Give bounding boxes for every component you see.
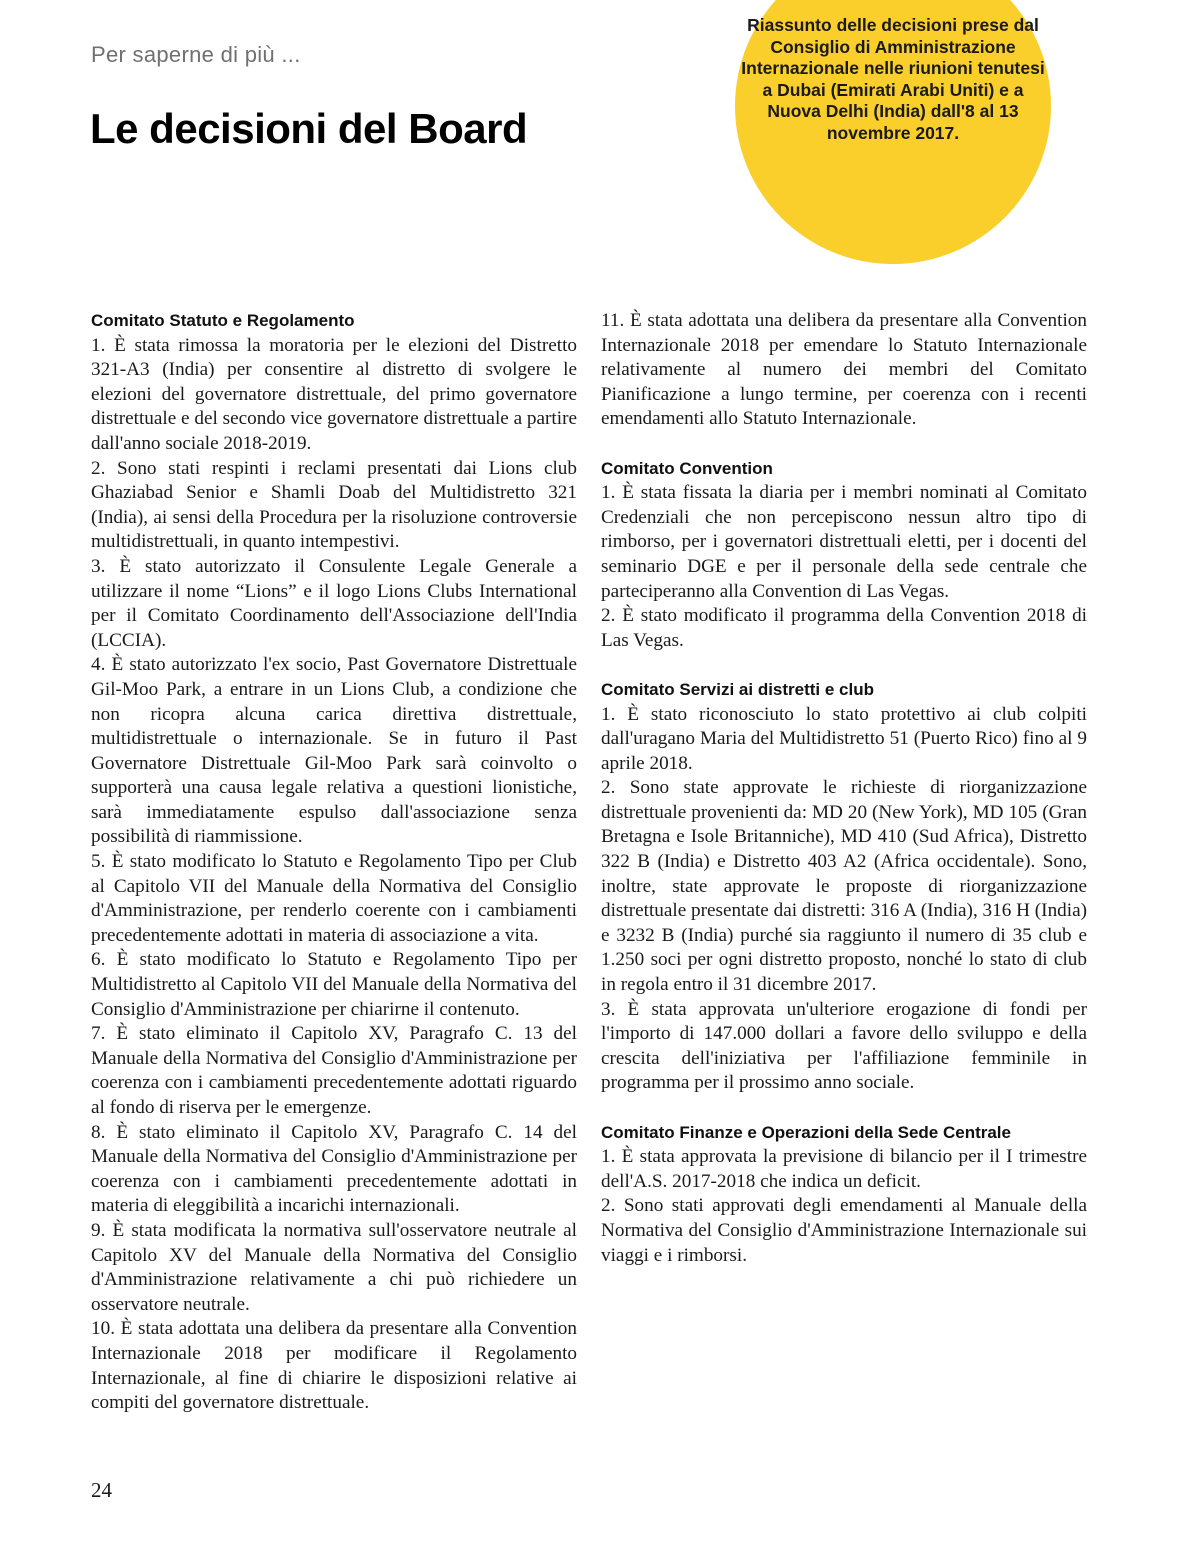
statuto-item-3: 3. È stato autorizzato il Consulente Legale Generale a utilizzare il nome “Lions” e il logo Lions Clubs International per il Comitato Coordinamento dell'Associazione dell'India (LCCIA).: [91, 555, 577, 651]
district-services-item-1: 1. È stato riconosciuto lo stato protettivo ai club colpiti dall'uragano Maria del Multidistretto 51 (Puerto Rico) fino al 9 aprile 2018.: [601, 703, 1087, 774]
statuto-item-10: 10. È stata adottata una delibera da presentare alla Convention Internazionale 2018 per modificare il Regolamento Internazionale, al fine di chiarire le disposizioni relative ai compiti del governatore distrettuale.: [91, 1318, 577, 1414]
finance-item-2: 2. Sono stati approvati degli emendamenti al Manuale della Normativa del Consiglio d'Amministrazione Internazionale sui viaggi e i rimborsi.: [601, 1195, 1087, 1266]
section-title-statuto: Comitato Statuto e Regolamento: [91, 311, 355, 330]
section-spacer: [601, 653, 1087, 678]
district-services-item-2: 2. Sono state approvate le richieste di riorganizzazione distrettuale provenienti da: MD 20 (New York), MD 105 (Gran Bretagna e Isole Britanniche), MD 410 (Sud Africa), Distretto 322 B (India) e Distretto 403 A2 (Africa occidentale). Sono, inoltre, state approvate le proposte di riorganizzazione distrettuale presentate dai distretti: 316 A (India), 316 H (India) e 3232 B (India) purché sia raggiunto il numero di 35 club e 1.250 soci per ogni distretto proposto, nonché lo stato di club in regola entro il 31 dicembre 2017.: [601, 777, 1087, 996]
statuto-item-6: 6. È stato modificato lo Statuto e Regolamento Tipo per Multidistretto al Capitolo VII del Manuale della Normativa del Consiglio d'Amministrazione per chiarirne il contenuto.: [91, 949, 577, 1020]
statuto-item-8: 8. È stato eliminato il Capitolo XV, Paragrafo C. 14 del Manuale della Normativa del Consiglio d'Amministrazione per coerenza con i cambiamenti precedentemente adottati in materia di eleggibilità a incarichi internazionali.: [91, 1121, 577, 1217]
section-spacer: [601, 1096, 1087, 1121]
page-number: 24: [91, 1478, 112, 1502]
statuto-item-2: 2. Sono stati respinti i reclami presentati dai Lions club Ghaziabad Senior e Shamli Doab del Multidistretto 321 (India), ai sensi della Procedura per la risoluzione controversie multidistrettuali, in quanto intempestivi.: [91, 457, 577, 553]
section-title-convention: Comitato Convention: [601, 458, 773, 478]
statuto-item-4: 4. È stato autorizzato l'ex socio, Past Governatore Distrettuale Gil-Moo Park, a entrare in un Lions Club, a condizione che non ricopra alcuna carica direttiva distrettuale, multidistrettuale o internazionale. Se in futuro il Past Governatore Distrettuale Gil-Moo Park sarà coinvolto o supporterà una causa legale relativa a questioni lionistiche, sarà immediatamente espulso dall'associazione senza possibilità di riammissione.: [91, 654, 577, 848]
statuto-item-5: 5. È stato modificato lo Statuto e Regolamento Tipo per Club al Capitolo VII del Manuale della Normativa del Consiglio d'Amministrazione, per renderlo coerente con i cambiamenti precedentemente adottati in materia di associazione a vita.: [91, 851, 577, 946]
statuto-item-11: 11. È stata adottata una delibera da presentare alla Convention Internazionale 2018 per emendare lo Statuto Internazionale relativamente al numero dei membri del Comitato Pianificazione a lungo termine, per coerenza con i recenti emendamenti allo Statuto Internazionale.: [601, 310, 1087, 430]
statuto-item-9: 9. È stata modificata la normativa sull'osservatore neutrale al Capitolo XV del Manuale della Normativa del Consiglio d'Amministrazione relativamente a chi può richiedere un osservatore neutrale.: [91, 1219, 577, 1315]
district-services-item-3: 3. È stata approvata un'ulteriore erogazione di fondi per l'importo di 147.000 dollari a favore dello sviluppo e della crescita dell'iniziativa per l'affiliazione femminile in programma per il prossimo anno sociale.: [601, 998, 1087, 1094]
statuto-item-1: 1. È stata rimossa la moratoria per le elezioni del Distretto 321-A3 (India) per consentire al distretto di svolgere le elezioni del governatore distrettuale, del primo governatore distrettuale e del secondo vice governatore distrettuale a partire dall'anno sociale 2018-2019.: [91, 334, 577, 454]
section-title-district-services: Comitato Servizi ai distretti e club: [601, 679, 875, 699]
convention-item-1: 1. È stata fissata la diaria per i membri nominati al Comitato Credenziali che non percepiscono nessun altro tipo di rimborso, per i governatori distrettuali eletti, per i docenti del seminario DGE e per il personale della sede centrale che parteciperanno alla Convention di Las Vegas.: [601, 482, 1087, 602]
page-title: Le decisioni del Board: [90, 105, 528, 152]
statuto-item-7: 7. È stato eliminato il Capitolo XV, Paragrafo C. 13 del Manuale della Normativa del Consiglio d'Amministrazione per coerenza con i cambiamenti precedentemente adottati riguardo al fondo di riserva per le emergenze.: [91, 1023, 577, 1118]
left-column: [91, 309, 577, 1416]
section-title-finance: Comitato Finanze e Operazioni della Sede Centrale: [601, 1122, 1011, 1142]
summary-badge-text: Riassunto delle decisioni prese dal Consiglio di Amministrazione Internazionale nelle riunioni tenutesi a Dubai (Emirati Arabi Uniti) e a Nuova Delhi (India) dall'8 al 13 novembre 2017.: [741, 15, 1045, 143]
convention-item-2: 2. È stato modificato il programma della Convention 2018 di Las Vegas.: [601, 605, 1087, 651]
section-spacer: [601, 432, 1087, 457]
right-column: [601, 309, 1087, 1268]
section-kicker: Per saperne di più ...: [91, 42, 301, 67]
finance-item-1: 1. È stata approvata la previsione di bilancio per il I trimestre dell'A.S. 2017-2018 che indica un deficit.: [601, 1146, 1087, 1192]
